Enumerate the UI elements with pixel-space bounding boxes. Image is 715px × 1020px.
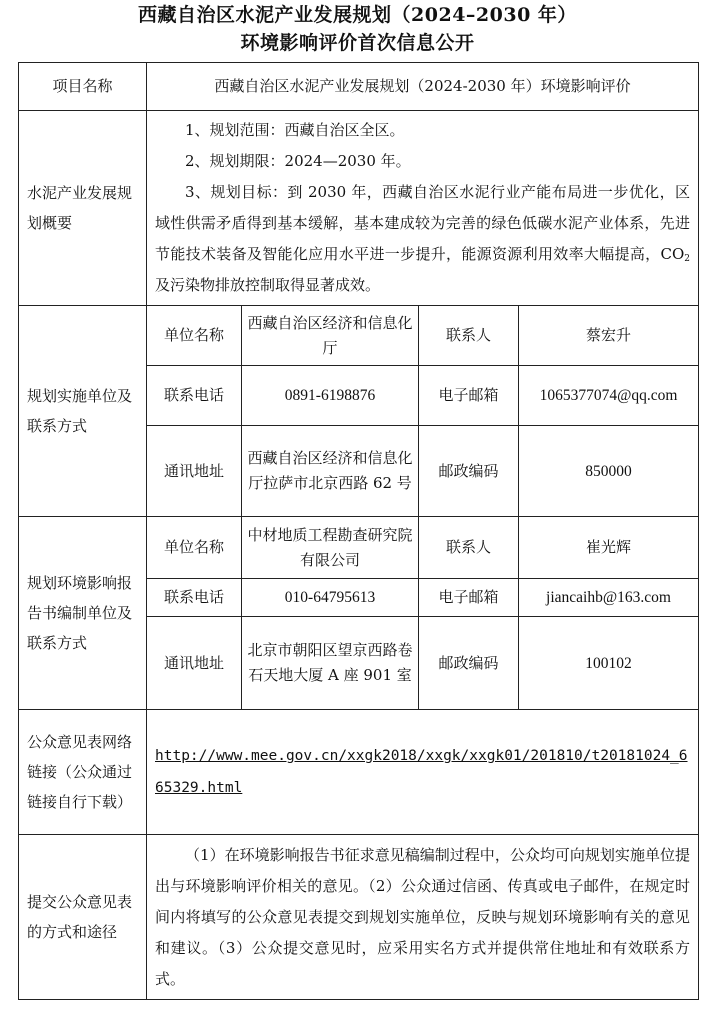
implementer-contact-label: 联系人 [419,306,519,366]
implementer-contact-value: 蔡宏升 [519,306,699,366]
document-title-line2: 环境影响评价首次信息公开 [240,32,475,54]
public-form-link-cell [147,710,699,835]
goal-text-subscript: 2 [684,254,690,264]
preparer-address-label: 通讯地址 [147,617,242,710]
public-form-link-label: 公众意见表网络链接（公众通过链接自行下载） [19,710,147,835]
implementer-phone-label: 联系电话 [147,366,242,426]
submit-method-text: （1）在环境影响报告书征求意见稿编制过程中，公众均可向规划实施单位提出与环境影响评价相关的意见。（2）公众通过信函、传真或电子邮件，在规定时间内将填写的公众意见表提交到规划实施单位，反映与规划环境影响有关的意见和建议。（3）公众提交意见时，应采用实名方式并提供常住地址和有效联系方式。 [155,845,690,988]
implementer-unit-label: 单位名称 [147,306,242,366]
row-submit-method [19,835,699,1000]
preparer-address-value: 北京市朝阳区望京西路卷石天地大厦 A 座 901 室 [242,617,419,710]
plan-overview-content [147,111,699,306]
project-name-value: 西藏自治区水泥产业发展规划（2024-2030 年）环境影响评价 [147,63,699,111]
preparer-postcode-value: 100102 [519,617,699,710]
plan-overview-label: 水泥产业发展规划概要 [19,111,147,306]
preparer-unit-label: 单位名称 [147,517,242,579]
implementer-postcode-value: 850000 [519,426,699,517]
row-plan-overview [19,111,699,306]
implementer-label: 规划实施单位及联系方式 [19,306,147,517]
implementer-unit-value: 西藏自治区经济和信息化厅 [242,306,419,366]
info-table [18,62,699,1000]
row-preparer-unit [19,517,699,579]
goal-text-post: 及污染物排放控制取得显著成效。 [155,276,381,294]
preparer-postcode-label: 邮政编码 [419,617,519,710]
implementer-email-value: 1065377074@qq.com [519,366,699,426]
submit-method-content [147,835,699,1000]
preparer-label: 规划环境影响报告书编制单位及联系方式 [19,517,147,710]
public-form-link[interactable]: http://www.mee.gov.cn/xxgk2018/xxgk/xxgk01/201810/t20181024_665329.html [155,748,688,796]
preparer-unit-value: 中材地质工程勘查研究院有限公司 [242,517,419,579]
row-project-name [19,63,699,111]
preparer-email-label: 电子邮箱 [419,579,519,617]
preparer-email-value: jiancaihb@163.com [519,579,699,617]
overview-item-scope: 1、规划范围：西藏自治区全区。 [185,121,405,139]
document-title-line1: 西藏自治区水泥产业发展规划（2024–2030 年） [138,4,577,26]
preparer-phone-value: 010-64795613 [242,579,419,617]
row-implementer-unit [19,306,699,366]
preparer-phone-label: 联系电话 [147,579,242,617]
overview-item-goal [155,177,690,301]
preparer-contact-value: 崔光辉 [519,517,699,579]
implementer-phone-value: 0891-6198876 [242,366,419,426]
implementer-postcode-label: 邮政编码 [419,426,519,517]
overview-item-period: 2、规划期限：2024—2030 年。 [185,152,411,170]
preparer-contact-label: 联系人 [419,517,519,579]
project-name-label: 项目名称 [19,63,147,111]
implementer-address-label: 通讯地址 [147,426,242,517]
row-public-form-link [19,710,699,835]
goal-text-pre: 3、规划目标：到 2030 年，西藏自治区水泥行业产能布局进一步优化，区域性供需矛盾得到基本缓解，基本建成较为完善的绿色低碳水泥产业体系，先进节能技术装备及智能化应用水平进一步提升，能源资源利用效率大幅提高，CO [155,183,690,263]
submit-method-label: 提交公众意见表的方式和途径 [19,835,147,1000]
implementer-email-label: 电子邮箱 [419,366,519,426]
implementer-address-value: 西藏自治区经济和信息化厅拉萨市北京西路 62 号 [242,426,419,517]
